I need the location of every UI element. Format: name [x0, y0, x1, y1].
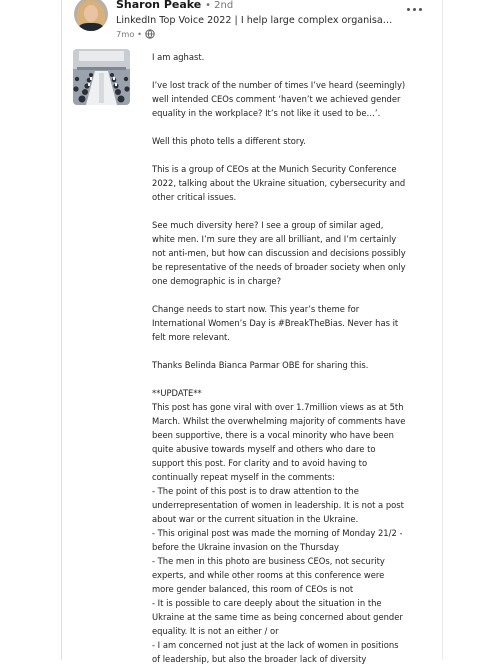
post-line: **UPDATE** — [152, 388, 202, 398]
post-line: other critical issues. — [152, 192, 237, 202]
more-options-button[interactable] — [403, 2, 425, 16]
post-line: International Women’s Day is #BreakTheBias. Never has it — [152, 318, 399, 328]
post-line: I am aghast. — [152, 52, 205, 62]
post-line: This post has gone viral with over 1.7million views as at 5th — [152, 402, 404, 412]
post-line: one demographic is in charge? — [152, 276, 282, 286]
post-line: - It is possible to care deeply about the situation in the — [152, 598, 382, 608]
author-name-row — [116, 0, 233, 11]
post-line: Ukraine at the same time as being concerned about gender — [152, 612, 403, 622]
author-name[interactable]: Sharon Peake — [116, 0, 202, 11]
avatar[interactable] — [74, 0, 108, 31]
post-line: about war or the current situation in the Ukraine. — [152, 514, 359, 524]
post-line: before the Ukraine invasion on the Thursday — [152, 542, 339, 552]
post-line: of leadership, but also the broader lack of diversity — [152, 654, 367, 664]
post-line: See much diversity here? I see a group of similar aged, — [152, 220, 384, 230]
post-line: equality. It is not an either / or — [152, 626, 279, 636]
post-text — [152, 50, 434, 666]
more-options-icon — [407, 8, 410, 11]
post-line: This is a group of CEOs at the Munich Security Conference — [152, 164, 397, 174]
globe-icon — [145, 29, 155, 39]
thread-divider — [61, 0, 62, 660]
post-meta — [116, 29, 155, 39]
post-line: equality in the workplace? It’s not like it used to be…’. — [152, 108, 381, 118]
post-line: quite abusive towards myself and others who dare to — [152, 444, 376, 454]
post-line: felt more relevant. — [152, 332, 230, 342]
paragraph-gap — [152, 204, 434, 218]
post-age: 7mo • — [116, 29, 142, 39]
post-line: Thanks Belinda Bianca Parmar OBE for sharing this. — [152, 360, 369, 370]
post-line: - The point of this post is to draw attention to the — [152, 486, 359, 496]
paragraph-gap — [152, 344, 434, 358]
post-line: - I am concerned not just at the lack of women in positions — [152, 640, 399, 650]
post-line: Change needs to start now. This year’s theme for — [152, 304, 360, 314]
paragraph-gap — [152, 288, 434, 302]
paragraph-gap — [152, 64, 434, 78]
post-line: white men. I’m sure they are all brilliant, and I’m certainly — [152, 234, 397, 244]
post-line: not anti-men, but how can discussion and decisions possibly — [152, 248, 406, 258]
paragraph-gap — [152, 372, 434, 386]
post-line: been supportive, there is a vocal minority who have been — [152, 430, 394, 440]
post-line: well intended CEOs comment ‘haven’t we achieved gender — [152, 94, 401, 104]
author-headline: LinkedIn Top Voice 2022 | I help large complex organisa… — [116, 15, 393, 26]
content-divider — [442, 0, 443, 660]
post-line: be representative of the needs of broader society when only — [152, 262, 406, 272]
post-line: - The men in this photo are business CEOs, not security — [152, 556, 385, 566]
post-line: experts, and while other rooms at this conference were — [152, 570, 385, 580]
post-line: more gender balanced, this room of CEOs is not — [152, 584, 354, 594]
conference-photo-image — [73, 49, 130, 105]
paragraph-gap — [152, 120, 434, 134]
post-photo-thumbnail[interactable] — [73, 49, 130, 105]
post-line: - This original post was made the morning of Monday 21/2 - — [152, 528, 403, 538]
post-line: 2022, talking about the Ukraine situation, cybersecurity and — [152, 178, 406, 188]
post-line: March. Whilst the overwhelming majority of comments have — [152, 416, 406, 426]
post-line: continually repeat myself in the comments: — [152, 472, 335, 482]
post-line: underrepresentation of women in leadership. It is not a post — [152, 500, 404, 510]
paragraph-gap — [152, 148, 434, 162]
post-line: Well this photo tells a different story. — [152, 136, 306, 146]
post-line: I’ve lost track of the number of times I’ve heard (seemingly) — [152, 80, 406, 90]
connection-degree: • 2nd — [205, 0, 234, 11]
post-line: support this post. For clarity and to avoid having to — [152, 458, 368, 468]
